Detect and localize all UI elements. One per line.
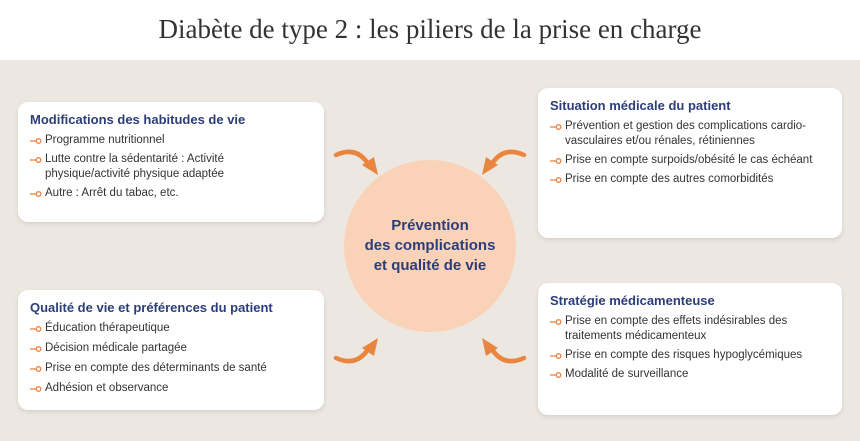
list-item (550, 367, 830, 382)
card-medical (538, 88, 842, 238)
list-item (30, 133, 312, 148)
bullet-icon (550, 123, 562, 131)
list-item (550, 348, 830, 363)
list-item (550, 119, 830, 149)
bullet-icon (30, 190, 42, 198)
list-item-text: Prise en compte des déterminants de santé (45, 362, 267, 374)
bullet-icon (550, 157, 562, 165)
curved-arrow-bottom-right-icon (476, 334, 528, 368)
list-item-text: Programme nutritionnel (45, 134, 165, 146)
list-item-text: Prise en compte des risques hypoglycémiques (565, 349, 803, 361)
card-strategy (538, 283, 842, 415)
bullet-icon (550, 352, 562, 360)
card-quality-list (30, 321, 312, 396)
card-habits-title: Modifications des habitudes de vie (30, 112, 246, 127)
card-habits-list (30, 133, 312, 201)
center-line-2: des complications (364, 237, 496, 254)
bullet-icon (30, 325, 42, 333)
list-item (30, 361, 312, 376)
center-circle (344, 160, 516, 332)
list-item (550, 153, 830, 168)
card-quality (18, 290, 324, 410)
list-item (30, 381, 312, 396)
bullet-icon (30, 156, 42, 164)
list-item-text: Décision médicale partagée (45, 342, 187, 354)
curved-arrow-bottom-left-icon (332, 334, 384, 368)
list-item-text: Prise en compte des autres comorbidités (565, 173, 774, 185)
list-item-text: Adhésion et observance (45, 382, 169, 394)
center-line-1: Prévention (391, 217, 469, 234)
card-quality-title: Qualité de vie et préférences du patient (30, 300, 273, 315)
list-item-text: Lutte contre la sédentarité : Activité physique/activité physique adaptée (45, 153, 225, 180)
curved-arrow-top-left-icon (332, 145, 384, 179)
list-item (30, 186, 312, 201)
list-item-text: Prévention et gestion des complications cardio-vasculaires et/ou rénales, rétiniennes (565, 120, 806, 147)
list-item (550, 172, 830, 187)
list-item (30, 321, 312, 336)
bullet-icon (30, 345, 42, 353)
card-medical-title: Situation médicale du patient (550, 98, 731, 113)
card-strategy-list (550, 314, 830, 382)
list-item (30, 152, 312, 182)
list-item (30, 341, 312, 356)
bullet-icon (550, 371, 562, 379)
bullet-icon (30, 137, 42, 145)
bullet-icon (30, 365, 42, 373)
list-item-text: Prise en compte surpoids/obésité le cas échéant (565, 154, 813, 166)
bullet-icon (550, 318, 562, 326)
list-item (550, 314, 830, 344)
bullet-icon (30, 385, 42, 393)
curved-arrow-top-right-icon (476, 145, 528, 179)
card-strategy-title: Stratégie médicamenteuse (550, 293, 715, 308)
card-habits (18, 102, 324, 222)
card-medical-list (550, 119, 830, 187)
list-item-text: Modalité de surveillance (565, 368, 689, 380)
center-line-3: et qualité de vie (373, 257, 487, 274)
bullet-icon (550, 176, 562, 184)
list-item-text: Autre : Arrêt du tabac, etc. (45, 187, 179, 199)
list-item-text: Éducation thérapeutique (45, 322, 170, 334)
diagram-title: Diabète de type 2 : les piliers de la prise en charge (158, 13, 702, 44)
list-item-text: Prise en compte des effets indésirables des traitements médicamenteux (565, 315, 788, 342)
